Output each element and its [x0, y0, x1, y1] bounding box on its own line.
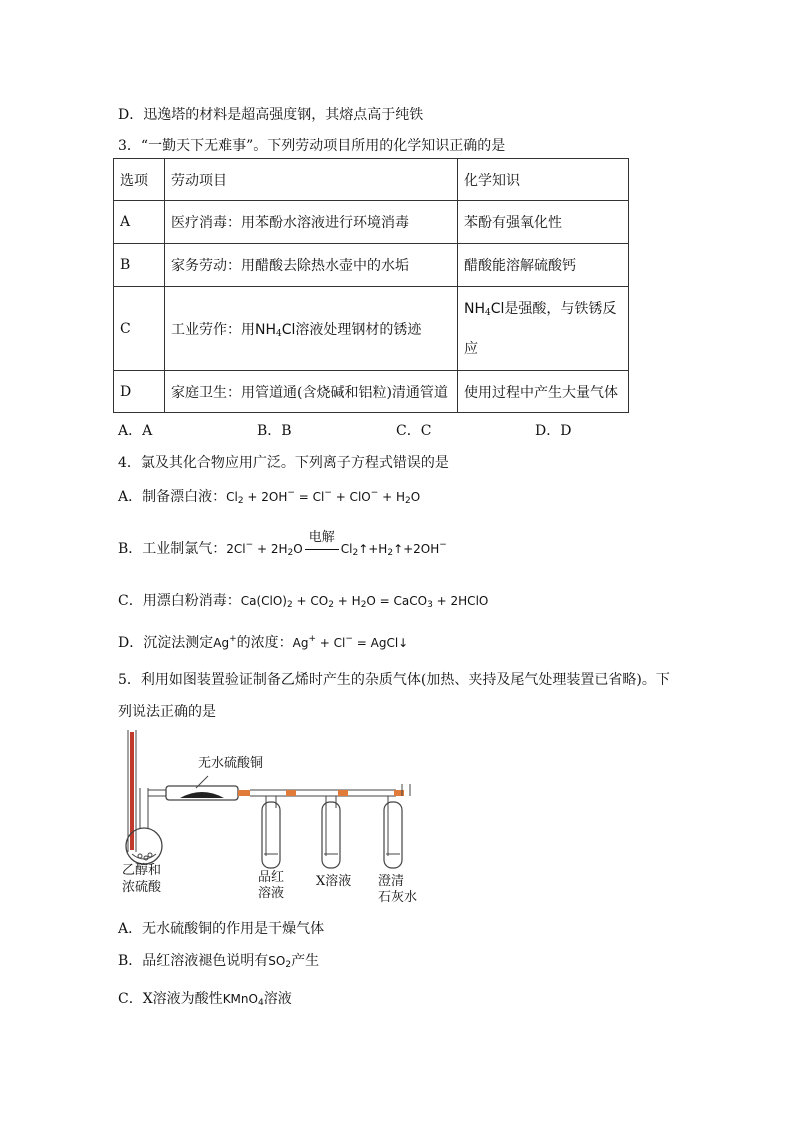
apparatus-figure	[118, 728, 428, 908]
label-tube3-1: 澄清	[378, 874, 405, 889]
row-c-formula: NH	[255, 321, 276, 338]
q4-d-equation: Ag+ + Cl− = AgCl↓	[292, 634, 409, 650]
q5-stem-1: 5．利用如图装置验证制备乙烯时产生的杂质气体(加热、夹持及尾气处理装置已省略)。下	[118, 672, 670, 688]
label-tube3-2: 石灰水	[378, 890, 418, 905]
q5-c-pre: C．X溶液为酸性	[118, 991, 223, 1007]
q5-b-pre: B．品红溶液褪色说明有	[118, 953, 269, 969]
row-c-formula-sub: 4	[276, 328, 282, 339]
q5-option-b	[118, 950, 319, 970]
row-d-option: D	[114, 371, 165, 413]
label-tube1-1: 品红	[258, 870, 285, 885]
table-header-chem: 化学知识	[458, 159, 629, 201]
row-c-formula-2: Cl	[281, 321, 296, 338]
q4-b-equation: $2Cl^- + 2H_2O$ 电解 $Cl_2↑+H_2↑+2OH^-$	[226, 542, 447, 556]
q3-choices	[118, 420, 674, 440]
q4-option-a	[118, 486, 420, 506]
table-row	[114, 287, 629, 371]
row-a-option: A	[114, 201, 165, 244]
q4-option-c	[118, 590, 488, 610]
row-c-chem	[458, 287, 629, 371]
q4-a-label: A．制备漂白液：	[118, 489, 227, 505]
q4-c-equation: $Ca(ClO)_2 + CO_2 + H_2O$ = CaCO$_3$ + 2HClO	[240, 594, 489, 610]
test-tube-2-icon	[322, 802, 340, 868]
row-c-chem-text: 是强酸，与铁锈反	[504, 300, 617, 317]
label-anhydrous-cuso4: 无水硫酸铜	[198, 756, 264, 771]
row-b-labor: 家务劳动：用醋酸去除热水壶中的水垢	[165, 244, 458, 287]
q4-d-mid: 的浓度：	[236, 635, 293, 651]
q5-b-post: 产生	[291, 953, 320, 969]
q5-option-c	[118, 988, 292, 1008]
electrolysis-condition: 电解	[308, 530, 335, 545]
q4-stem: 4．氯及其化合物应用广泛。下列离子方程式错误的是	[118, 455, 449, 471]
label-tube-2: X溶液	[316, 874, 352, 889]
choice-a: A．A	[118, 423, 153, 439]
q3-table	[113, 158, 629, 413]
label-flask-2: 浓硫酸	[122, 880, 162, 895]
row-a-labor: 医疗消毒：用苯酚水溶液进行环境消毒	[165, 201, 458, 244]
row-c-chem-formula-2: Cl	[490, 300, 505, 317]
table-row	[114, 244, 629, 287]
test-tube-3-icon	[384, 802, 402, 868]
q4-d-ion: Ag+	[213, 634, 237, 650]
q4-b-label: B．工业制氯气：	[118, 541, 227, 557]
row-b-chem: 醋酸能溶解硫酸钙	[458, 244, 629, 287]
q4-d-label: D．沉淀法测定	[118, 635, 214, 651]
choice-c: C．C	[396, 423, 432, 439]
row-a-chem: 苯酚有强氧化性	[458, 201, 629, 244]
q4-c-label: C．用漂白粉消毒：	[118, 593, 241, 609]
row-c-option: C	[114, 287, 165, 371]
choice-b: B．B	[257, 423, 292, 439]
label-tube-1	[258, 870, 284, 902]
row-c-chem-sub: 4	[485, 307, 491, 318]
table-header-labor: 劳动项目	[165, 159, 458, 201]
table-row	[114, 201, 629, 244]
q3-stem: 3．“一勤天下无难事”。下列劳动项目所用的化学知识正确的是	[118, 138, 506, 154]
table-row	[114, 371, 629, 413]
label-flask-1: 乙醇和	[122, 863, 162, 878]
q5-stem-2: 列说法正确的是	[118, 704, 216, 720]
row-c-labor-text: 工业劳作：用	[171, 321, 255, 338]
row-c-chem-line2: 应	[464, 340, 478, 357]
row-c-labor-post: 溶液处理钢材的锈迹	[295, 321, 422, 338]
label-flask	[122, 862, 161, 896]
choice-d: D．D	[535, 423, 572, 439]
row-c-chem-formula: NH	[464, 300, 485, 317]
label-tube-3	[378, 874, 417, 906]
q5-option-a: A．无水硫酸铜的作用是干燥气体	[118, 921, 325, 937]
q2-option-d: D．迅逸塔的材料是超高强度钢，其熔点高于纯铁	[118, 107, 424, 123]
q4-option-b	[118, 530, 447, 558]
row-d-labor: 家庭卫生：用管道通(含烧碱和铝粒)清通管道	[165, 371, 458, 413]
row-d-chem: 使用过程中产生大量气体	[458, 371, 629, 413]
test-tube-1-icon	[262, 802, 280, 868]
label-tube1-2: 溶液	[258, 886, 285, 901]
table-header-option: 选项	[114, 159, 165, 201]
q5-c-formula: KMnO$_4$	[222, 992, 264, 1008]
q4-a-equation: $Cl_2 + 2OH^- = Cl^- + ClO^- + H_2O$	[226, 488, 421, 506]
row-b-option: B	[114, 244, 165, 287]
q5-b-formula: $SO_2$	[268, 954, 292, 970]
row-c-labor	[165, 287, 458, 371]
q5-c-post: 溶液	[263, 991, 292, 1007]
q4-option-d	[118, 632, 408, 652]
